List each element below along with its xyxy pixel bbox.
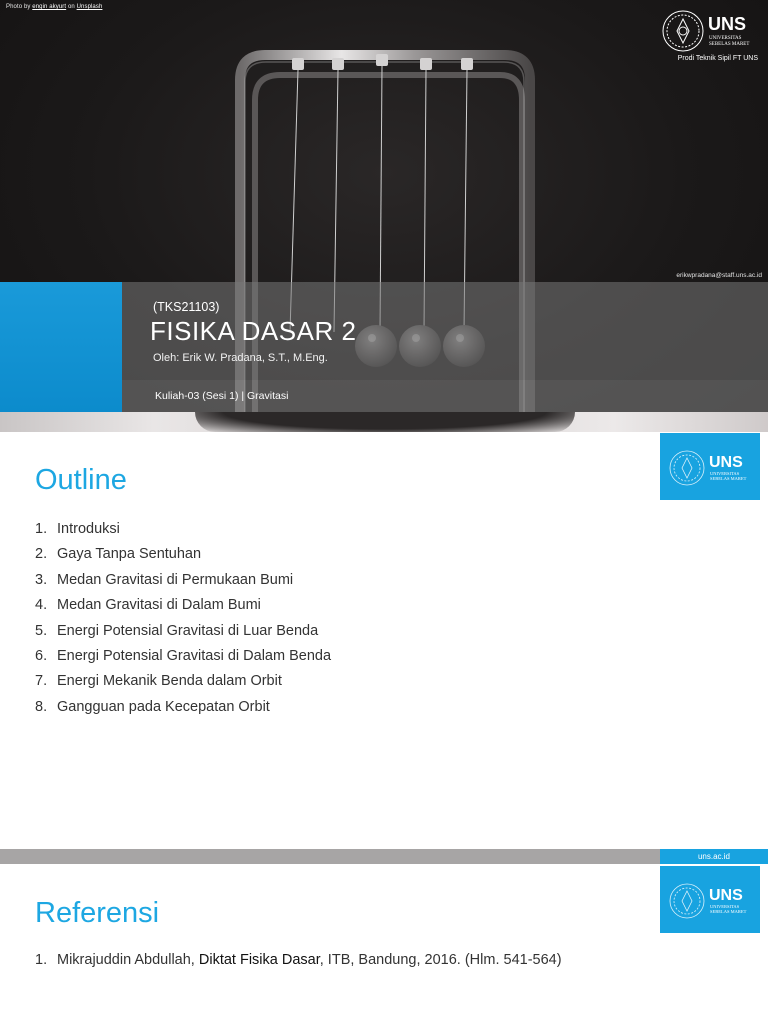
- credit-author-link[interactable]: engin akyurt: [32, 4, 67, 10]
- cover-slide: [0, 0, 768, 432]
- reference-author: Mikrajuddin Abdullah,: [57, 952, 195, 968]
- outline-list: [35, 517, 331, 720]
- reference-book-title: Diktat Fisika Dasar: [198, 952, 320, 968]
- cradle-base: [195, 412, 575, 432]
- accent-block: [0, 282, 122, 412]
- svg-text:SEBELAS MARET: SEBELAS MARET: [710, 476, 747, 481]
- list-item: 4. Medan Gravitasi di Dalam Bumi: [35, 597, 261, 614]
- lecture-info: Kuliah-03 (Sesi 1) | Gravitasi: [155, 390, 289, 402]
- footer-website-link[interactable]: uns.ac.id: [660, 849, 768, 864]
- credit-site-link[interactable]: Unsplash: [76, 4, 103, 10]
- references-heading: Referensi: [35, 897, 160, 929]
- uns-badge: [660, 433, 760, 500]
- photo-credit: [6, 4, 102, 10]
- course-code: (TKS21103): [153, 300, 220, 314]
- uns-logo: [660, 433, 760, 500]
- credit-on: on: [67, 4, 75, 10]
- outline-slide: [0, 432, 768, 864]
- uns-badge: [660, 866, 760, 933]
- outline-heading: Outline: [35, 464, 127, 496]
- list-item: 2. Gaya Tanpa Sentuhan: [35, 546, 202, 563]
- svg-text:SEBELAS MARET: SEBELAS MARET: [710, 909, 747, 914]
- department-label: Prodi Teknik Sipil FT UNS: [677, 55, 758, 62]
- uns-logo: [660, 866, 760, 933]
- credit-prefix: Photo by: [6, 4, 31, 10]
- svg-text:UNS: UNS: [709, 454, 743, 471]
- reference-details: , ITB, Bandung, 2016. (Hlm. 541-564): [319, 952, 562, 968]
- footer-bar: [0, 849, 768, 864]
- list-item: 8. Gangguan pada Kecepatan Orbit: [35, 698, 270, 715]
- references-slide: [0, 864, 768, 1024]
- svg-text:UNS: UNS: [709, 887, 743, 904]
- list-item: 1. Introduksi: [35, 521, 120, 537]
- list-item: 6. Energi Potensial Gravitasi di Dalam Benda: [35, 647, 332, 664]
- logo-university-line2: SEBELAS MARET: [709, 42, 750, 47]
- logo-text: UNS: [708, 14, 747, 34]
- lecturer-name: Oleh: Erik W. Pradana, S.T., M.Eng.: [153, 352, 328, 364]
- svg-text:UNIVERSITAS: UNIVERSITAS: [710, 471, 740, 476]
- reference-item: 1. Mikrajuddin Abdullah, Diktat Fisika Dasar, ITB, Bandung, 2016. (Hlm. 541-564): [35, 952, 562, 968]
- uns-logo: [662, 8, 762, 54]
- logo-university-line1: UNIVERSITAS: [709, 36, 742, 41]
- list-item: 5. Energi Potensial Gravitasi di Luar Benda: [35, 622, 319, 639]
- course-title: FISIKA DASAR 2: [150, 316, 357, 346]
- list-item: 3. Medan Gravitasi di Permukaan Bumi: [35, 571, 294, 588]
- list-item: 7. Energi Mekanik Benda dalam Orbit: [35, 673, 282, 690]
- lecturer-email: erikwpradana@staff.uns.ac.id: [676, 272, 762, 279]
- svg-text:UNIVERSITAS: UNIVERSITAS: [710, 904, 740, 909]
